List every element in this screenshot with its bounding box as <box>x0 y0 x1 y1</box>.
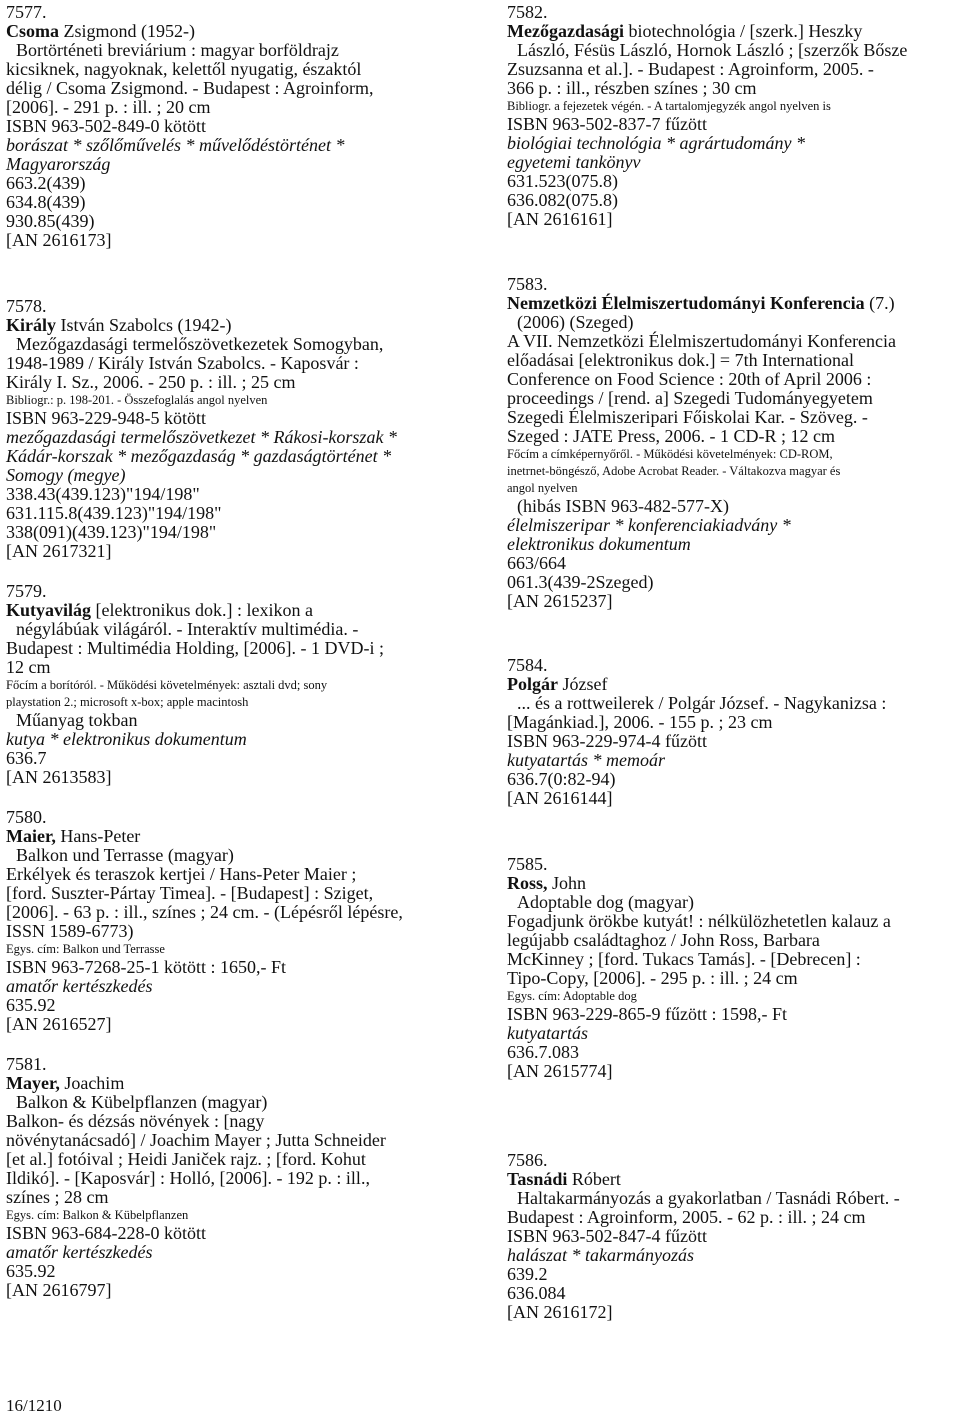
entry-heading <box>6 601 470 620</box>
entry-code: [AN 2616172] <box>507 1302 613 1322</box>
entry-note: angol nyelven <box>507 481 578 495</box>
entry-number: 7585. <box>507 854 548 874</box>
entry-line: Ildikó]. - [Kaposvár] : Holló, [2006]. - 192 p. : ill., <box>6 1168 370 1188</box>
entry-code: 635.92 <box>6 1261 56 1281</box>
heading-rest: Joachim <box>59 1073 125 1093</box>
heading-bold: Kutyavilág <box>6 600 92 620</box>
entry-code: 634.8(439) <box>6 192 86 212</box>
entry-subject: Somogy (megye) <box>6 465 126 485</box>
entry-line: McKinney ; [ford. Tukacs Tamás]. - [Debrecen] : <box>507 949 861 969</box>
entry-line: Balkon und Terrasse (magyar) <box>16 845 234 865</box>
entry-line: kicsiknek, nagyoknak, kelettől nyugatig, északtól <box>6 59 362 79</box>
entry-heading <box>6 827 470 846</box>
entry-heading <box>507 874 957 893</box>
entry-line: [2006]. - 63 p. : ill., színes ; 24 cm. - (Lépésről lépésre, <box>6 902 403 922</box>
entry-code: [AN 2615237] <box>507 591 613 611</box>
entry-code: [AN 2613583] <box>6 767 112 787</box>
entry-isbn: ISBN 963-684-228-0 kötött <box>6 1223 206 1243</box>
catalog-entry <box>6 582 470 787</box>
heading-bold: Maier, <box>6 826 56 846</box>
entry-subject: Kádár-korszak * mezőgazdaság * gazdaságtörténet * <box>6 446 392 466</box>
catalog-entry <box>507 1151 957 1322</box>
entry-line: Fogadjunk örökbe kutyát! : nélkülözhetetlen kalauz a <box>507 911 891 931</box>
entry-code: [AN 2616173] <box>6 230 112 250</box>
entry-line: [et al.] fotóival ; Heidi Janiček rajz. ; [ford. Kohut <box>6 1149 366 1169</box>
entry-line: [Magánkiad.], 2006. - 155 p. ; 23 cm <box>507 712 773 732</box>
entry-line: 366 p. : ill., részben színes ; 30 cm <box>507 78 757 98</box>
entry-code: [AN 2616527] <box>6 1014 112 1034</box>
entry-note: Bibliogr. a fejezetek végén. - A tartalomjegyzék angol nyelven is <box>507 99 831 113</box>
entry-isbn: ISBN 963-502-837-7 fűzött <box>507 114 707 134</box>
entry-line: Bortörténeti breviárium : magyar borföldrajz <box>16 40 339 60</box>
entry-note: Főcím a borítóról. - Működési követelmények: asztali dvd; sony <box>6 678 328 692</box>
catalog-entry <box>6 297 470 561</box>
entry-extra: Műanyag tokban <box>16 710 138 730</box>
entry-line: ISSN 1589-6773) <box>6 921 134 941</box>
entry-heading <box>6 22 470 41</box>
heading-rest: Hans-Peter <box>55 826 141 846</box>
entry-code: [AN 2617321] <box>6 541 112 561</box>
entry-code: 338(091)(439.123)"194/198" <box>6 522 217 542</box>
entry-heading <box>507 294 957 313</box>
page-number: 16/1210 <box>6 1396 62 1415</box>
heading-bold: Csoma <box>6 21 59 41</box>
heading-bold: Polgár <box>507 674 558 694</box>
entry-number: 7577. <box>6 2 47 22</box>
entry-line: Budapest : Multimédia Holding, [2006]. - 1 DVD-i ; <box>6 638 384 658</box>
entry-line: Erkélyek és teraszok kertjei / Hans-Peter Maier ; <box>6 864 357 884</box>
heading-rest: József <box>558 674 608 694</box>
heading-bold: Mezőgazdasági <box>507 21 624 41</box>
entry-subject: kutya * elektronikus dokumentum <box>6 729 247 749</box>
entry-subject: élelmiszeripar * konferenciakiadvány * <box>507 515 791 535</box>
entry-note: playstation 2.; microsoft x-box; apple macintosh <box>6 695 249 709</box>
entry-code: 061.3(439-2Szeged) <box>507 572 654 592</box>
entry-heading <box>507 22 957 41</box>
entry-note: Egys. cím: Balkon & Kübelpflanzen <box>6 1208 189 1222</box>
entry-code: 663.2(439) <box>6 173 86 193</box>
entry-code: [AN 2616797] <box>6 1280 112 1300</box>
entry-isbn: ISBN 963-229-865-9 fűzött : 1598,- Ft <box>507 1004 787 1024</box>
entry-note: inetrnet-böngésző, Adobe Acrobat Reader. - Váltakozva magyar és <box>507 464 841 478</box>
entry-line: Mezőgazdasági termelőszövetkezetek Somogyban, <box>16 334 384 354</box>
heading-bold: Király <box>6 315 56 335</box>
entry-heading <box>507 1170 957 1189</box>
entry-line: ISBN 963-229-974-4 fűzött <box>507 731 707 751</box>
entry-line: A VII. Nemzetközi Élelmiszertudományi Konferencia <box>507 331 897 351</box>
catalog-entry <box>6 3 470 250</box>
entry-code: 639.2 <box>507 1264 548 1284</box>
entry-code: 636.7(0:82-94) <box>507 769 616 789</box>
entry-code: 636.7.083 <box>507 1042 579 1062</box>
entry-isbn: ISBN 963-7268-25-1 kötött : 1650,- Ft <box>6 957 287 977</box>
entry-number: 7582. <box>507 2 548 22</box>
entry-number: 7584. <box>507 655 548 675</box>
entry-note: Egys. cím: Adoptable dog <box>507 989 637 1003</box>
entry-subject: borászat * szőlőművelés * művelődéstörténet * <box>6 135 345 155</box>
entry-line: ISBN 963-502-849-0 kötött <box>6 116 206 136</box>
entry-note: Főcím a címképernyőről. - Működési követelmények: CD-ROM, <box>507 447 833 461</box>
entry-line: Balkon- és dézsás növények : [nagy <box>6 1111 265 1131</box>
entry-code: 631.115.8(439.123)"194/198" <box>6 503 222 523</box>
entry-subject: amatőr kertészkedés <box>6 1242 153 1262</box>
catalog-entry <box>6 808 470 1034</box>
entry-code: 635.92 <box>6 995 56 1015</box>
entry-number: 7586. <box>507 1150 548 1170</box>
catalog-entry <box>507 656 957 808</box>
entry-code: 338.43(439.123)"194/198" <box>6 484 200 504</box>
entry-note: Bibliogr.: p. 198-201. - Összefoglalás angol nyelven <box>6 393 268 407</box>
entry-number: 7578. <box>6 296 47 316</box>
entry-number: 7581. <box>6 1054 47 1074</box>
entry-code: [AN 2615774] <box>507 1061 613 1081</box>
entry-line: Balkon & Kübelpflanzen (magyar) <box>16 1092 268 1112</box>
entry-heading <box>6 316 470 335</box>
heading-rest: Róbert <box>567 1169 621 1189</box>
entry-heading <box>507 675 957 694</box>
entry-line: ... és a rottweilerek / Polgár József. - Nagykanizsa : <box>517 693 887 713</box>
entry-code: 636.082(075.8) <box>507 190 618 210</box>
entry-code: [AN 2616161] <box>507 209 613 229</box>
entry-code: 636.084 <box>507 1283 566 1303</box>
entry-line: Adoptable dog (magyar) <box>517 892 694 912</box>
catalog-entry <box>507 275 957 611</box>
entry-line: növénytanácsadó] / Joachim Mayer ; Jutta Schneider <box>6 1130 386 1150</box>
entry-line: Szeged : JATE Press, 2006. - 1 CD-R ; 12 cm <box>507 426 835 446</box>
entry-line: Conference on Food Science : 20th of April 2006 : <box>507 369 872 389</box>
entry-line: legújabb családtaghoz / John Ross, Barbara <box>507 930 820 950</box>
entry-subject: halászat * takarmányozás <box>507 1245 695 1265</box>
entry-heading <box>6 1074 470 1093</box>
entry-code: 663/664 <box>507 553 567 573</box>
entry-code: 930.85(439) <box>6 211 95 231</box>
catalog-entry <box>507 3 957 229</box>
heading-rest: (7.) <box>864 293 895 313</box>
entry-code: [AN 2616144] <box>507 788 613 808</box>
entry-extra: (hibás ISBN 963-482-577-X) <box>517 496 729 516</box>
entry-subject: kutyatartás * memoár <box>507 750 665 770</box>
entry-line: proceedings / [rend. a] Szegedi Tudományegyetem <box>507 388 873 408</box>
entry-code: 636.7 <box>6 748 47 768</box>
catalog-entry <box>6 1055 470 1300</box>
entry-subject: Magyarország <box>6 154 111 174</box>
entry-line: (2006) (Szeged) <box>517 312 634 332</box>
entry-subject: egyetemi tankönyv <box>507 152 641 172</box>
entry-line: László, Fésüs László, Hornok László ; [szerzők Bősze <box>517 40 908 60</box>
heading-rest: Zsigmond (1952-) <box>59 21 195 41</box>
entry-number: 7580. <box>6 807 47 827</box>
entry-subject: amatőr kertészkedés <box>6 976 153 996</box>
entry-line: Tipo-Copy, [2006]. - 295 p. : ill. ; 24 cm <box>507 968 798 988</box>
entry-line: délig / Csoma Zsigmond. - Budapest : Agroinform, <box>6 78 374 98</box>
entry-line: Szegedi Élelmiszeripari Főiskolai Kar. - Szöveg. - <box>507 407 868 427</box>
entry-line: ISBN 963-502-847-4 fűzött <box>507 1226 707 1246</box>
heading-rest: [elektronikus dok.] : lexikon a <box>91 600 313 620</box>
entry-subject: elektronikus dokumentum <box>507 534 691 554</box>
heading-rest: István Szabolcs (1942-) <box>56 315 232 335</box>
entry-line: 12 cm <box>6 657 51 677</box>
entry-subject: mezőgazdasági termelőszövetkezet * Rákosi-korszak * <box>6 427 397 447</box>
entry-code: 631.523(075.8) <box>507 171 618 191</box>
entry-line: Budapest : Agroinform, 2005. - 62 p. : ill. ; 24 cm <box>507 1207 866 1227</box>
entry-line: Zsuzsanna et al.]. - Budapest : Agroinform, 2005. - <box>507 59 874 79</box>
entry-line: [ford. Suszter-Pártay Timea]. - [Budapest] : Sziget, <box>6 883 374 903</box>
entry-line: 1948-1989 / Király István Szabolcs. - Kaposvár : <box>6 353 359 373</box>
heading-bold: Ross, <box>507 873 548 893</box>
entry-number: 7579. <box>6 581 47 601</box>
entry-subject: kutyatartás <box>507 1023 588 1043</box>
entry-line: előadásai [elektronikus dok.] = 7th International <box>507 350 855 370</box>
entry-line: színes ; 28 cm <box>6 1187 109 1207</box>
catalog-entry <box>507 855 957 1081</box>
heading-bold: Mayer, <box>6 1073 60 1093</box>
entry-line: Haltakarmányozás a gyakorlatban / Tasnádi Róbert. - <box>517 1188 900 1208</box>
entry-line: négylábúak világáról. - Interaktív multimédia. - <box>16 619 359 639</box>
heading-bold: Tasnádi <box>507 1169 568 1189</box>
heading-bold: Nemzetközi Élelmiszertudományi Konferencia <box>507 293 865 313</box>
entry-number: 7583. <box>507 274 548 294</box>
heading-rest: John <box>547 873 587 893</box>
entry-line: Király I. Sz., 2006. - 250 p. : ill. ; 25 cm <box>6 372 296 392</box>
heading-rest: biotechnológia / [szerk.] Heszky <box>623 21 863 41</box>
entry-subject: biológiai technológia * agrártudomány * <box>507 133 805 153</box>
entry-note: Egys. cím: Balkon und Terrasse <box>6 942 165 956</box>
entry-isbn: ISBN 963-229-948-5 kötött <box>6 408 206 428</box>
entry-line: [2006]. - 291 p. : ill. ; 20 cm <box>6 97 211 117</box>
